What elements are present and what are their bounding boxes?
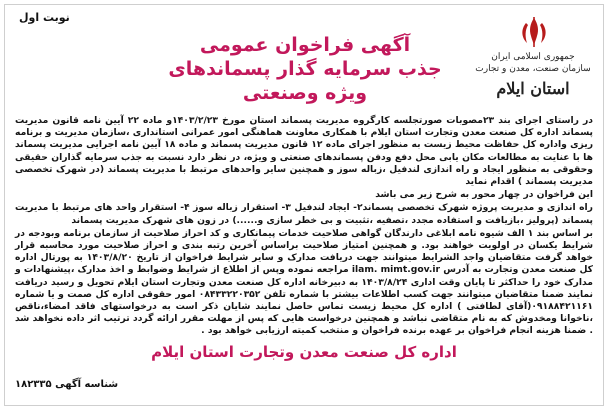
ad-identifier: شناسه آگهی ۱۸۲۳۳۵	[15, 379, 119, 390]
issuing-office: اداره کل صنعت معدن وتجارت استان ایلام	[151, 343, 457, 361]
notice-subtitle: جذب سرمایه گذار پسماندهای ویژه وصنعتی	[168, 58, 442, 104]
org-ministry: سازمان صنعت، معدن و تجارت	[475, 64, 591, 74]
notice-titles	[155, 33, 455, 105]
notice-body	[15, 115, 593, 338]
body-paragraph-intro: در راستای اجرای بند ۲۳مصوبات صورتجلسه کارگروه مدیریت پسماند استان مورخ ۱۴۰۳/۲/۲۳و ماده ۲۲ آیین نامه قانون مدیریت پسماند اداره کل صنعت معدن وتجارت استان ایلام با همکاری معاونت هماهنگی امور عمرانی استانداری ،سازمان مدیریت و برنامه ریزی واداره کل حفاظت محیط زیست به منظور اجرای ماده ۱۲ قانون مدیریت پسماند و ماده ۱۸ آیین نامه اجرایی مدیریت پسماند ها با عنایت به مطالعات مکان یابی محل دفع ودفن پسماندهای صنعتی و ویژه، در نظر دارد نسبت به جذب سرمایه گذاران حقیقی وحقوقی به منظور ایجاد و راه اندازی لندفیل ،زباله سوز و همچنین سایر واحدهای مرتبط با مدیریت پسماند (در شهرک تخصصی مدیریت پسماند ) اقدام نماید	[15, 115, 593, 188]
body-paragraph-items: راه اندازی و مدیریت پروژه شهرک تخصصی پسماند۲- ایجاد لندفیل ۳- استقرار زباله سوز ۴- استقرار واحد های مرتبط با مدیریت پسماند (پرولیز ،بازیافت و استفاده مجدد ،تصفیه ،تثبیت و بی خطر سازی و......) در زون های شهرک مدیریت پسماند	[15, 202, 593, 226]
organization-block	[471, 51, 595, 101]
body-paragraph-conditions: بر اساس بند ۱ الف شیوه نامه ابلاغی دارندگان گواهی صلاحیت خدمات پیمانکاری و کد احراز صلاحیت از سازمان برنامه وبودجه در شرایط یکسان در اولویت خواهند بود. و همچنین امتیاز صلاحیت براساس آخرین رتبه بندی و احراز صلاحیت مورد محاسبه قرار خواهد گرفت متقاضیان واجد الشرایط میتوانند جهت دریافت مدارک و سایر شرایط فراخوان از تاریخ ۱۴۰۳/۸/۲۰ به پورتال اداره کل صنعت معدن وتجارت به آدرس ilam. mimt.gov.ir مراجعه نموده وپس از اطلاع از شرایط وضوابط و اخذ مدارک ،پیشنهادات و مدارک خود را حداکثر تا پایان وقت اداری ۱۴۰۳/۸/۲۴ به دبیرخانه اداره کل صنعت معدن وتجارت استان ایلام تحویل و رسید دریافت نمایند ضمنا متقاضیان میتوانند جهت کسب اطلاعات بیشتر با شماره تلفن ۰۸۴۳۳۲۲۰۳۵۲ امور حقوقی اداره کل صمت و یا شماره ۰۹۱۸۸۴۲۱۱۶۱(آقای لطافتی ) اداره کل محیط زیست تماس حاصل نمایند شایان ذکر است به درخواستهای فاقد امضاء،ناقص ،ناخوانا ومخدوش که به نام متقاضی نباشد و همچنین درخواست هایی که پس از مهلت مقرر ارائه گردد ترتیب اثر داده نخواهد شد . ضمنا هزینه انجام فراخوان بر عهده برنده فراخوان و منتخب کمیته ارزیابی خواهد بود .	[15, 227, 593, 337]
notice-title: آگهی فراخوان عمومی	[199, 34, 411, 56]
newspaper-notice	[4, 4, 604, 406]
org-province: استان ایلام	[496, 79, 570, 98]
publication-round: نوبت اول	[19, 11, 70, 24]
body-paragraph-axes: این فراخوان در چهار محور به شرح زیر می باشد	[375, 189, 593, 201]
iran-emblem-icon	[513, 15, 555, 49]
org-country: جمهوری اسلامی ایران	[491, 52, 575, 62]
